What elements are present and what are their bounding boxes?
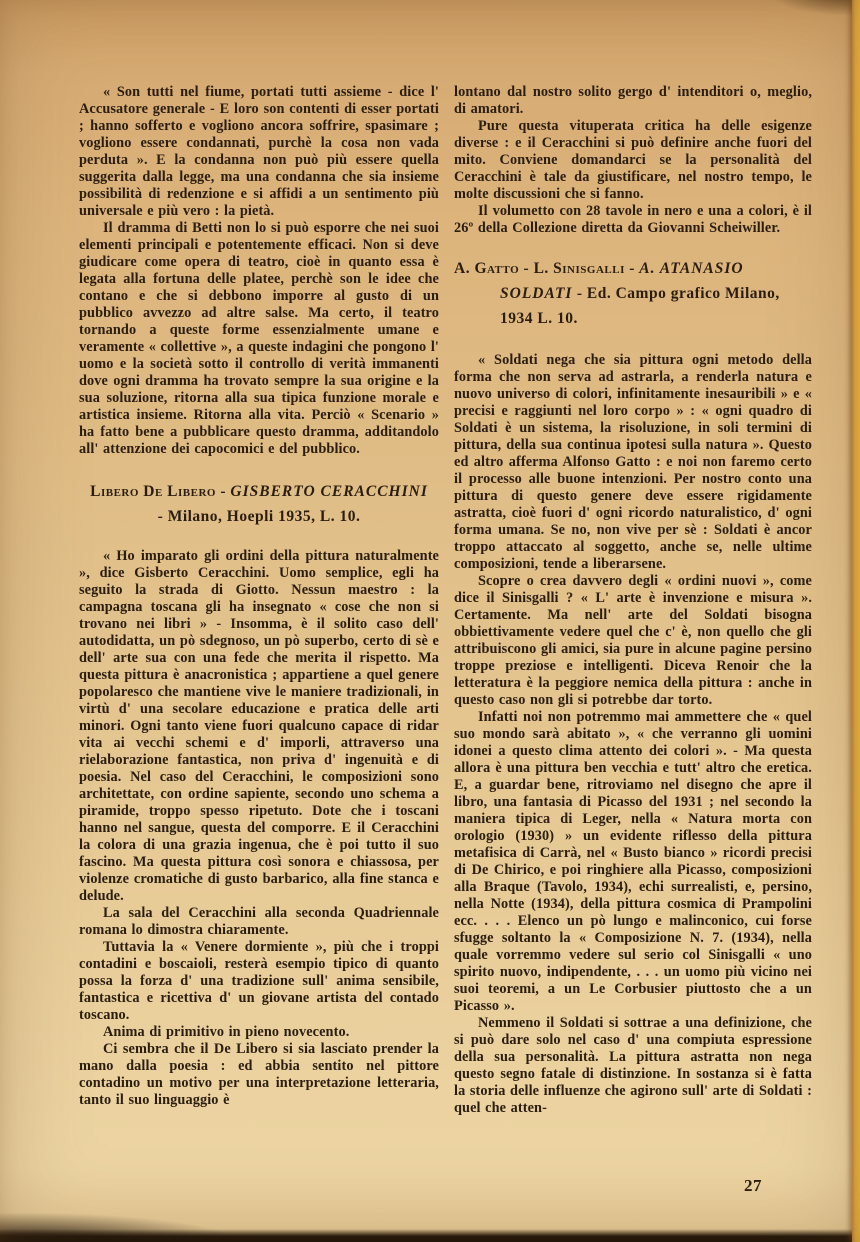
review-authors: A. Gatto - L. Sinisgalli [454,260,625,277]
text-columns [79,84,812,1117]
paragraph: Anima di primitivo in pieno novecento. [103,1024,350,1040]
paragraph: Il dramma di Betti non lo si può esporre che nei suoi elementi principali e potentemente efficaci. Non si deve giudicare come opera di teatro, cioè in quanto essa è legata alla fortuna delle platee, perchè son le idee che contano e che si debbono imporre al gusto di un pubblico avvezzo ad altre salse. Ma certo, il teatro tornando a queste forme essenzialmente umane e veramente « collettive », a queste indagini che pongono l' uomo e la società sotto il controllo di verità immanenti dove ogni dramma ha trovato sempre la sua origine e la sua soluzione, ritorna alla sua tipica funzione morale e artistica insieme. Ritorna alla vita. Perciò « Scenario » ha fatto bene a pubblicare questo dramma, additandolo all' attenzione dei capocomici e del pubblico. [79,220,439,457]
review-heading-ceracchini [79,479,439,529]
right-column [454,84,812,1117]
review-imprint: - Milano, Hoepli 1935, L. 10. [157,508,361,525]
paragraph: « Soldati nega che sia pittura ogni metodo della forma che non serva ad astrarla, a renderla natura e nuovo universo di colori, infinitamente inesauribili » e « precisi e raggiunti nel loro corpo » : « ogni quadro di Soldati è un sistema, la risoluzione, in soli termini di pittura, della sua continua ipotesi sulla natura ». Questo ed altro afferma Alfonso Gatto : e noi non faremo certo il processo alle buone intenzioni. Per nostro conto una pittura di questo genere deve essere rigidamente astratta, cioè fuori d' ogni ricordo naturalistico, d' ogni forma umana. Se no, non vive per sè : Soldati è ancor troppo attaccato al soggetto, anche se, nelle ultime composizioni, tende a liberarsene. [454,352,812,572]
review-title: GISBERTO CERACCHINI [230,483,428,500]
review-title: A. ATANASIO SOLDATI [500,260,744,302]
page-number: 27 [744,1176,762,1195]
paragraph: Ci sembra che il De Libero si sia lasciato prender la mano dalla poesia : ed abbia sentito nel pittore contadino un motivo per una interpretazione letteraria, tanto il suo linguaggio è [79,1041,439,1108]
scan-smudge-top-right [760,0,860,18]
paragraph: Infatti noi non potremmo mai ammettere che « quel suo mondo sarà abitato », « che verranno gli uomini idonei a questo clima attento dei colori ». - Ma questa allora è una pittura ben vecchia e tutt' altro che eretica. E, a guardar bene, ritroviamo nel disegno che apre il libro, una fantasia di Picasso del 1931 ; nel secondo la maniera tipica di Leger, nella « Natura morta con orologio (1930) » un evidente riflesso della pittura metafisica di Carrà, nel « Busto bianco » ricordi precisi di De Chirico, e poi ringhiere alla Picasso, composizioni alla Braque (Tavolo, 1934), echi surrealisti, e, persino, nella Notte (1934), della pittura cosmica di Prampolini ecc. . . . Elenco un pò lungo e malinconico, cui forse sfugge soltanto la « Composizione N. 7. (1934), nella quale vorremmo vedere sul serio col Sinisgalli « uno spirito nuovo, indipendente, . . . un uomo più vicino nei suoi teoremi, a un Le Corbusier piuttosto che a un Picasso ». [454,709,812,1014]
paragraph: Tuttavia la « Venere dormiente », più che i troppi contadini e boscaioli, resterà esempio tipico di quanto possa la forza d' una tradizione sull' anima sensibile, fantastica e ricettiva d' un giovane artista del contado toscano. [79,939,439,1023]
left-column [79,84,439,1109]
paragraph: Nemmeno il Soldati si sottrae a una definizione, che si può dare solo nel caso d' una compiuta espressione della sua personalità. La pittura astratta non nega questo segno fatale di distinzione. In sostanza si è fatta la storia delle influenze che agirono sull' arte di Soldati : quel che atten- [454,1015,812,1116]
paragraph: « Son tutti nel fiume, portati tutti assieme - dice l' Accusatore generale - E loro son contenti di esser portati ; hanno sofferto e vogliono ancora soffrire, spasimare ; vogliono essere condannati, purchè la cosa non vada perduta ». E la condanna non può più essere quella suggerita dalla legge, ma una condanna che sia insieme possibilità di redenzione e si affidi a un sentimento più universale e più vero : la pietà. [79,84,439,219]
paragraph: Il volumetto con 28 tavole in nero e una a colori, è il 26º della Collezione diretta da Giovanni Scheiwiller. [454,203,812,236]
scan-edge-bottom [0,1229,860,1242]
paragraph: Scopre o crea davvero degli « ordini nuovi », come dice il Sinisgalli ? « L' arte è invenzione e misura ». Certamente. Ma nell' arte del Soldati bisogna obbiettivamente vedere quel che c' è, non quello che gli attribuiscono gli amici, sia pure in alcune pagine persino troppe preziose e intelligenti. Diceva Renoir che la letteratura è la peggiore nemica della pittura : anche in questo caso non gli si potrebbe dar torto. [454,573,812,708]
paragraph: « Ho imparato gli ordini della pittura naturalmente », dice Gisberto Ceracchini. Uomo semplice, egli ha seguito la strada di Giotto. Nessun maestro : la campagna toscana gli ha insegnato « cose che non si trovano nei libri » - Insomma, è il solito caso dell' autodidatta, un pò sdegnoso, un pò superbo, certo di sè e dell' arte sua con una fede che merita il rispetto. Ma questa pittura è anacronistica ; appartiene a quel genere popolaresco che mantiene vive le maniere tradizionali, in virtù d' una secolare educazione e pratica delle arti minori. Ogni tanto viene fuori qualcuno capace di ridar vita ai vecchi schemi e d' imporli, attraverso una rielaborazione fantastica, non priva d' ingenuità e di poesia. Nel caso del Ceracchini, le composizioni sono architettate, con ordine sapiente, secondo uno schema a piramide, troppo spesso ripetuto. Dote che i toscani hanno nel sangue, questa del comporre. E il Ceracchini la colora di una grazia ingenua, che è poi tutto il suo fascino. Ma questa pittura così sonora e chiassosa, per violenze cromatiche di gusto barbarico, alla fine stanca e delude. [79,548,439,904]
paragraph: La sala del Ceracchini alla seconda Quadriennale romana lo dimostra chiaramente. [79,905,439,938]
page-edge-strip [852,0,860,1242]
heading-separator: - [215,483,231,500]
paragraph: lontano dal nostro solito gergo d' intenditori o, meglio, di amatori. [454,84,812,117]
paragraph: Pure questa vituperata critica ha delle esigenze diverse : e il Ceracchini si può definire anche fuori del mito. Conviene domandarci se la personalità del Ceracchini è tale da giustificare, nel nostro tempo, le molte discussioni che si fanno. [454,118,812,202]
heading-separator: - [624,260,640,277]
review-heading-soldati [454,256,812,331]
review-imprint: - Ed. Campo grafico Milano, 1934 L. 10. [500,285,780,327]
review-author: Libero De Libero [90,483,216,500]
